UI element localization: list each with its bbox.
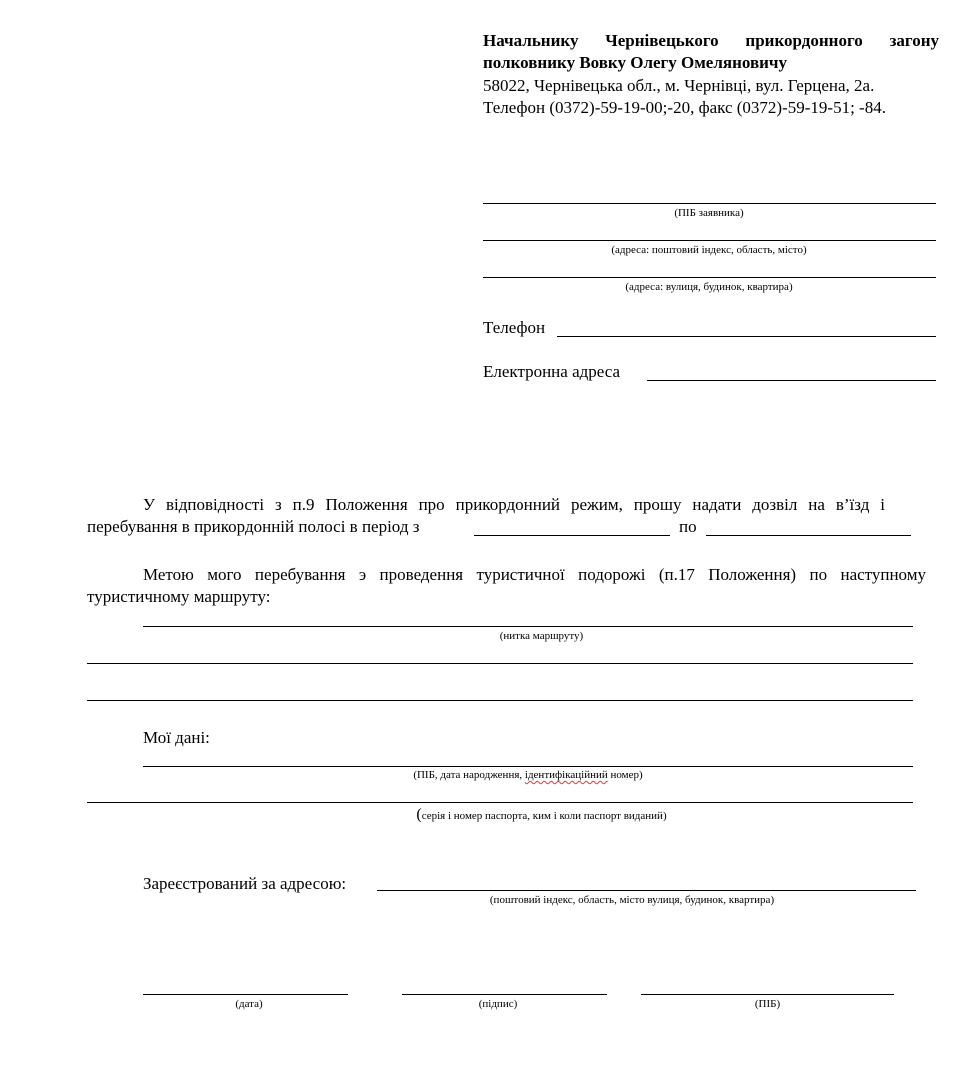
caption-1-part-c: номер) bbox=[610, 769, 643, 781]
route-line-2[interactable] bbox=[87, 663, 913, 664]
registration-caption: (поштовий індекс, область, місто вулиця, будинок, квартира) bbox=[489, 894, 775, 906]
addressee-phone: Телефон (0372)-59-19-00;-20, факс (0372)-59-19-51; -84. bbox=[483, 98, 886, 117]
personal-data-line-1[interactable] bbox=[143, 766, 913, 767]
applicant-name-line[interactable] bbox=[483, 203, 936, 204]
route-line-1[interactable] bbox=[143, 626, 913, 627]
period-to-line[interactable] bbox=[706, 535, 911, 536]
paragraph-1-line-2-to: по bbox=[679, 517, 697, 536]
personal-data-caption-1 bbox=[143, 769, 913, 782]
date-line[interactable] bbox=[143, 994, 348, 995]
signature-caption: (підпис) bbox=[478, 998, 518, 1010]
personal-data-caption-2 bbox=[143, 808, 940, 823]
caption-1-part-a: (ПІБ, дата народження, bbox=[413, 769, 523, 781]
applicant-phone-line[interactable] bbox=[557, 336, 936, 337]
addressee-line-2: полковнику Вовку Олегу Омеляновичу bbox=[483, 53, 788, 72]
registration-line[interactable] bbox=[377, 890, 916, 891]
personal-data-label: Мої дані: bbox=[143, 728, 210, 747]
addressee-address: 58022, Чернівецька обл., м. Чернівці, вул. Герцена, 2а. bbox=[483, 76, 875, 95]
applicant-address2-caption: (адреса: вулиця, будинок, квартира) bbox=[625, 281, 793, 293]
applicant-address1-caption: (адреса: поштовий індекс, область, місто) bbox=[611, 244, 807, 256]
applicant-email-line[interactable] bbox=[647, 380, 936, 381]
paragraph-2-line-2: туристичному маршруту: bbox=[87, 587, 271, 606]
caption-2-text: серія і номер паспорта, ким і коли паспорт виданий) bbox=[421, 810, 667, 822]
applicant-name-caption: (ПІБ заявника) bbox=[674, 207, 744, 219]
caption-2-paren: ( bbox=[416, 806, 422, 823]
route-caption: (нитка маршруту) bbox=[499, 630, 584, 642]
signature-line[interactable] bbox=[402, 994, 607, 995]
route-line-3[interactable] bbox=[87, 700, 913, 701]
paragraph-1-line-2-start: перебування в прикордонній полосі в період з bbox=[87, 517, 420, 536]
period-from-line[interactable] bbox=[474, 535, 670, 536]
applicant-email-label: Електронна адреса bbox=[483, 362, 621, 381]
applicant-address1-line[interactable] bbox=[483, 240, 936, 241]
full-name-caption: (ПІБ) bbox=[754, 998, 781, 1010]
full-name-line[interactable] bbox=[641, 994, 894, 995]
paragraph-1-line-1: У відповідності з п.9 Положення про прикордонний режим, прошу надати дозвіл на в’їзд і bbox=[143, 495, 885, 514]
caption-1-part-b: ідентифікаційний bbox=[524, 769, 608, 781]
paragraph-2-line-1: Метою мого перебування э проведення туристичної подорожі (п.17 Положення) по наступному bbox=[143, 565, 926, 584]
personal-data-line-2[interactable] bbox=[87, 802, 913, 803]
applicant-phone-label: Телефон bbox=[483, 318, 546, 337]
applicant-address2-line[interactable] bbox=[483, 277, 936, 278]
addressee-line-1: Начальнику Чернівецького прикордонного загону bbox=[483, 31, 939, 50]
registration-label: Зареєстрований за адресою: bbox=[143, 874, 347, 893]
date-caption: (дата) bbox=[235, 998, 263, 1010]
